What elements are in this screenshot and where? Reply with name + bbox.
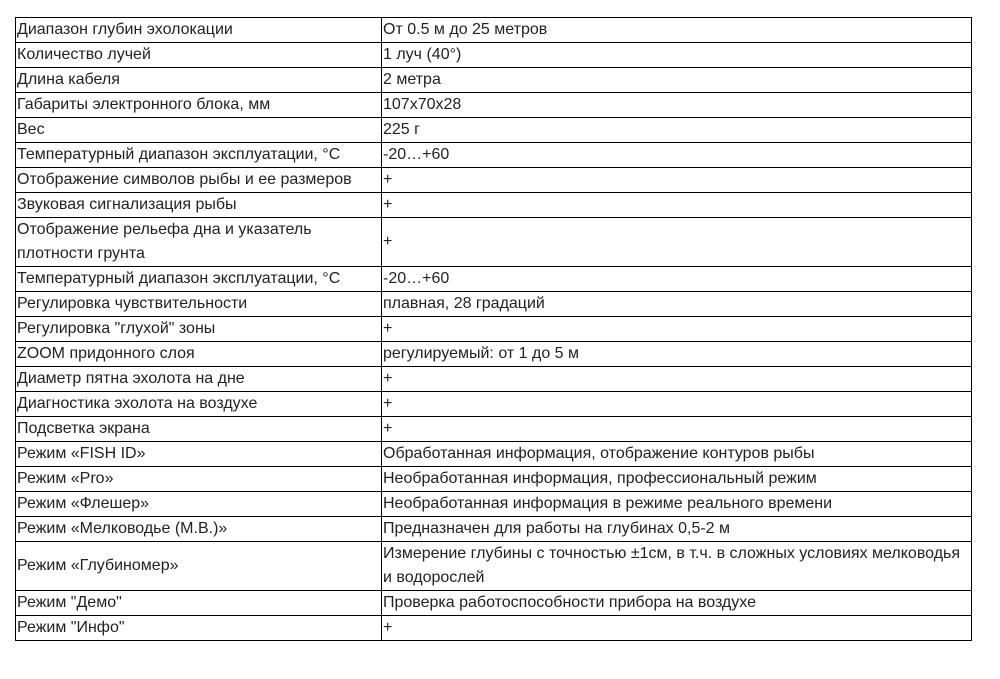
table-row: [16, 193, 972, 218]
spec-name: Диагностика эхолота на воздухе: [16, 392, 382, 417]
table-row: [16, 93, 972, 118]
spec-name: Вес: [16, 118, 382, 143]
spec-value: +: [382, 168, 972, 193]
spec-value: Обработанная информация, отображение контуров рыбы: [382, 442, 972, 467]
spec-name: Температурный диапазон эксплуатации, °С: [16, 143, 382, 168]
spec-name: Диаметр пятна эхолота на дне: [16, 367, 382, 392]
table-row: [16, 68, 972, 93]
spec-value: +: [382, 218, 972, 267]
table-row: [16, 18, 972, 43]
spec-value: 225 г: [382, 118, 972, 143]
spec-name: Габариты электронного блока, мм: [16, 93, 382, 118]
spec-value: 1 луч (40°): [382, 43, 972, 68]
spec-name: Режим "Демо": [16, 591, 382, 616]
table-row: [16, 616, 972, 641]
spec-value: От 0.5 м до 25 метров: [382, 18, 972, 43]
table-row: [16, 367, 972, 392]
spec-name: Температурный диапазон эксплуатации, °С: [16, 267, 382, 292]
spec-name: Регулировка "глухой" зоны: [16, 317, 382, 342]
table-row: [16, 292, 972, 317]
spec-name: Режим «Мелководье (М.В.)»: [16, 517, 382, 542]
table-row: [16, 492, 972, 517]
spec-name: Количество лучей: [16, 43, 382, 68]
spec-value: Проверка работоспособности прибора на воздухе: [382, 591, 972, 616]
specifications-table: [15, 17, 972, 641]
table-row: [16, 342, 972, 367]
spec-value: +: [382, 367, 972, 392]
table-row: [16, 317, 972, 342]
table-row: [16, 542, 972, 591]
spec-name: Диапазон глубин эхолокации: [16, 18, 382, 43]
spec-value: +: [382, 417, 972, 442]
spec-value: регулируемый: от 1 до 5 м: [382, 342, 972, 367]
spec-value: Необработанная информация в режиме реального времени: [382, 492, 972, 517]
spec-value: -20…+60: [382, 143, 972, 168]
spec-value: +: [382, 193, 972, 218]
spec-value: 2 метра: [382, 68, 972, 93]
spec-name: Подсветка экрана: [16, 417, 382, 442]
spec-name: Длина кабеля: [16, 68, 382, 93]
spec-value: +: [382, 616, 972, 641]
spec-name: Режим «FISH ID»: [16, 442, 382, 467]
table-row: [16, 43, 972, 68]
spec-name: Звуковая сигнализация рыбы: [16, 193, 382, 218]
table-row: [16, 417, 972, 442]
spec-name: Режим "Инфо": [16, 616, 382, 641]
spec-name: Режим «Флешер»: [16, 492, 382, 517]
spec-name: Регулировка чувствительности: [16, 292, 382, 317]
spec-value: Необработанная информация, профессиональный режим: [382, 467, 972, 492]
spec-value: +: [382, 392, 972, 417]
spec-value: плавная, 28 градаций: [382, 292, 972, 317]
table-row: [16, 591, 972, 616]
table-row: [16, 267, 972, 292]
spec-value: -20…+60: [382, 267, 972, 292]
spec-name: Отображение рельефа дна и указатель плотности грунта: [16, 218, 382, 267]
table-row: [16, 467, 972, 492]
spec-value: +: [382, 317, 972, 342]
spec-name: ZOOM придонного слоя: [16, 342, 382, 367]
table-row: [16, 517, 972, 542]
spec-value: Измерение глубины с точностью ±1см, в т.ч. в сложных условиях мелководья и водорослей: [382, 542, 972, 591]
specifications-table-body: [16, 18, 972, 641]
table-row: [16, 218, 972, 267]
spec-name: Отображение символов рыбы и ее размеров: [16, 168, 382, 193]
table-row: [16, 118, 972, 143]
spec-name: Режим «Pro»: [16, 467, 382, 492]
table-row: [16, 442, 972, 467]
spec-value: 107x70x28: [382, 93, 972, 118]
spec-name: Режим «Глубиномер»: [16, 542, 382, 591]
table-row: [16, 392, 972, 417]
spec-value: Предназначен для работы на глубинах 0,5-2 м: [382, 517, 972, 542]
table-row: [16, 168, 972, 193]
table-row: [16, 143, 972, 168]
